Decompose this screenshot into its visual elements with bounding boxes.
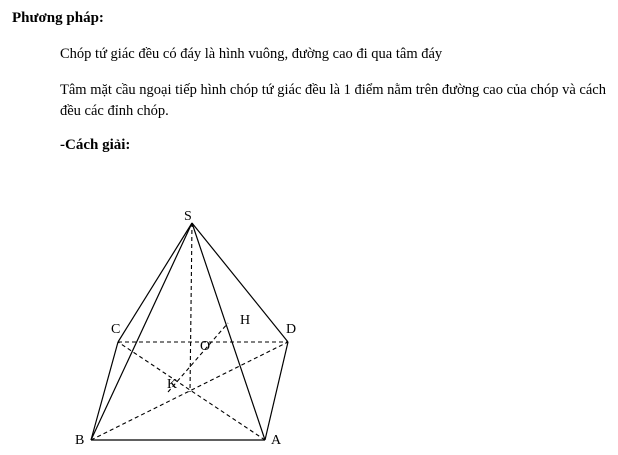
label-D: D [286, 322, 297, 337]
diagonal-AC [118, 342, 265, 440]
edge-SB [91, 223, 192, 440]
label-C: C [111, 322, 121, 337]
label-K: K [167, 377, 178, 392]
method-paragraph-2: Tâm mặt cầu ngoại tiếp hình chóp tứ giác đều là 1 điểm nằm trên đường cao của chóp và cách đều các đỉnh chóp. [60, 82, 606, 119]
height-SO [190, 223, 192, 392]
edge-SA [192, 223, 265, 440]
label-O: O [200, 339, 211, 354]
edge-SC [118, 223, 192, 342]
method-paragraph-1: Chóp tứ giác đều có đáy là hình vuông, đường cao đi qua tâm đáy [60, 46, 443, 62]
solution-subheading: -Cách giải: [60, 137, 131, 153]
edge-AD [265, 342, 288, 440]
section-heading: Phương pháp: [12, 10, 104, 26]
label-B: B [75, 433, 85, 448]
label-H: H [240, 313, 251, 328]
label-A: A [271, 433, 282, 448]
label-S: S [184, 209, 192, 224]
